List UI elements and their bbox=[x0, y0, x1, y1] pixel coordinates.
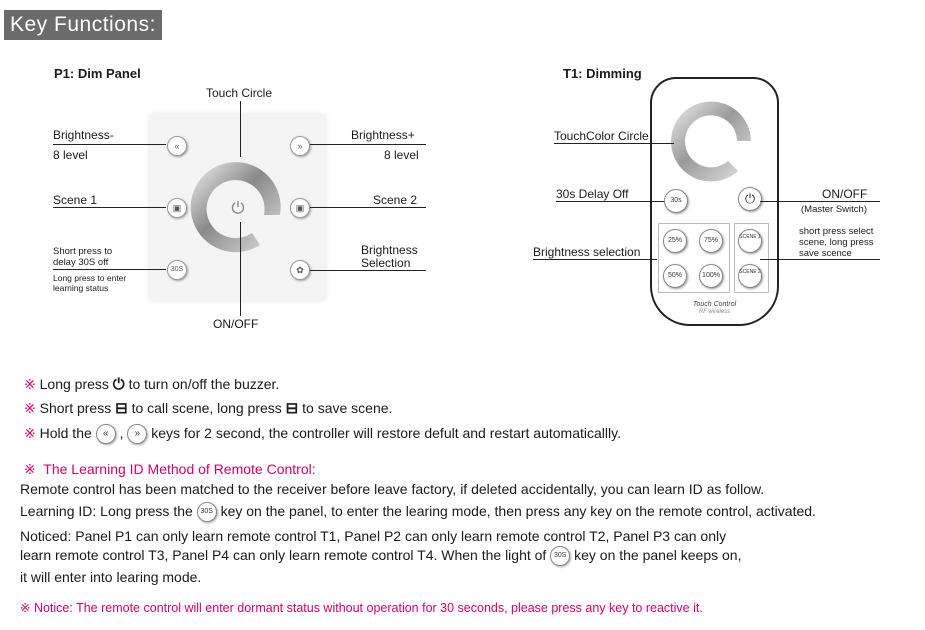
note-text: key on the panel keeps on, bbox=[574, 547, 742, 563]
note-text: , bbox=[119, 425, 124, 441]
brightness-minus-label: Brightness- bbox=[53, 128, 114, 142]
section-title: Key Functions: bbox=[4, 10, 162, 40]
power-icon[interactable] bbox=[230, 199, 246, 215]
note-mark: ※ bbox=[24, 461, 36, 477]
remote-brand-2: RF wireless bbox=[698, 309, 731, 315]
learning-para-3: Noticed: Panel P1 can only learn remote control T1, Panel P2 can only learn remote control T2, Panel P3 can only bbox=[20, 528, 727, 544]
t1-title: T1: Dimming bbox=[563, 66, 642, 81]
remote-25-button[interactable]: 25% bbox=[663, 229, 687, 253]
note-text: Long press bbox=[39, 376, 109, 392]
remote-50-button[interactable]: 50% bbox=[663, 264, 687, 288]
delay-30s-key[interactable]: 30S bbox=[167, 260, 187, 280]
touch-circle-label: Touch Circle bbox=[206, 86, 273, 100]
brightness-selection-t1-label: Brightness selection bbox=[533, 245, 641, 259]
key-30s-icon: 30S bbox=[550, 546, 570, 566]
scene-icon: ⊟ bbox=[285, 400, 299, 418]
brightness-plus-label: Brightness+ bbox=[351, 128, 415, 142]
leader-line bbox=[760, 201, 880, 202]
note-text: keys for 2 second, the controller will restore defult and restart automaticallly. bbox=[151, 425, 621, 441]
leader-line bbox=[53, 207, 166, 208]
note-text: key on the panel, to enter the learing mode, then press any key on the remote control, activated. bbox=[220, 503, 816, 519]
note-line-2 bbox=[24, 399, 392, 418]
scene-note-3: save scence bbox=[799, 248, 852, 259]
note-mark: ※ bbox=[24, 400, 36, 416]
brightness-selection-label-1: Brightness bbox=[361, 243, 418, 257]
note-text: to save scene. bbox=[302, 400, 393, 416]
long-press-label-2: learning status bbox=[53, 283, 109, 293]
remote-30s-button[interactable]: 30s bbox=[664, 189, 688, 213]
note-line-1 bbox=[24, 375, 279, 394]
leader-line bbox=[53, 269, 166, 270]
touch-color-ring bbox=[668, 97, 758, 187]
remote-power-button[interactable]: ⏻ bbox=[738, 187, 762, 211]
p1-title: P1: Dim Panel bbox=[54, 66, 141, 81]
scene2-label: Scene 2 bbox=[373, 193, 418, 207]
leader-line bbox=[53, 144, 166, 145]
short-press-label-2: delay 30S off bbox=[53, 257, 109, 268]
note-text: learn remote control T3, Panel P4 can only learn remote control T4. When the light of bbox=[20, 547, 547, 563]
note-mark: ※ bbox=[24, 376, 36, 392]
learning-para-4 bbox=[20, 546, 741, 566]
remote-scene1-button[interactable]: SCENE 1 bbox=[738, 229, 762, 253]
master-switch-label: (Master Switch) bbox=[801, 204, 867, 215]
chevron-right-icon: » bbox=[127, 424, 147, 444]
scene-icon: ⊟ bbox=[115, 400, 128, 418]
scene1-label: Scene 1 bbox=[53, 193, 98, 207]
t1-onoff-label: ON/OFF bbox=[822, 187, 868, 201]
remote-scene2-button[interactable]: SCENE 2 bbox=[738, 264, 762, 288]
leader-line bbox=[310, 270, 426, 271]
note-text: Learning ID: Long press the bbox=[20, 503, 193, 519]
scene2-key[interactable]: ▣ bbox=[290, 198, 310, 218]
leader-line bbox=[240, 101, 241, 157]
remote-100-button[interactable]: 100% bbox=[699, 264, 723, 288]
remote-75-button[interactable]: 75% bbox=[699, 229, 723, 253]
long-press-label-1: Long press to enter bbox=[53, 273, 127, 283]
scene-note-2: scene, long press bbox=[799, 237, 874, 248]
touch-color-circle-label: TouchColor Circle bbox=[554, 129, 649, 143]
chevron-left-icon: « bbox=[96, 424, 116, 444]
leader-line bbox=[310, 207, 426, 208]
remote-brand-1: Touch Control bbox=[692, 301, 737, 308]
short-press-label-1: Short press to bbox=[53, 246, 113, 257]
note-text: to turn on/off the buzzer. bbox=[128, 376, 280, 392]
brightness-selection-key[interactable]: ✿ bbox=[290, 260, 310, 280]
note-text: Hold the bbox=[39, 425, 92, 441]
learning-para-5: it will enter into learing mode. bbox=[20, 569, 202, 585]
note-text: to call scene, long press bbox=[131, 400, 282, 416]
leader-line bbox=[310, 144, 426, 145]
dim-panel-image bbox=[150, 115, 325, 300]
delay-off-label: 30s Delay Off bbox=[556, 187, 629, 201]
learning-para-1: Remote control has been matched to the receiver before leave factory, if deleted accidentally, you can learn ID as follow. bbox=[20, 481, 765, 497]
note-line-3 bbox=[24, 424, 621, 444]
scene-note-1: short press select bbox=[799, 226, 874, 237]
note-mark: ※ bbox=[24, 425, 36, 441]
leader-line bbox=[554, 143, 674, 144]
dormant-notice: ※ Notice: The remote control will enter dormant status without operation for 30 seconds, please press any key to reactive it. bbox=[20, 601, 703, 615]
key-30s-icon: 30S bbox=[197, 502, 217, 522]
leader-line bbox=[760, 259, 880, 260]
brightness-down-key[interactable]: « bbox=[167, 136, 187, 156]
leader-line bbox=[240, 222, 241, 316]
onoff-label: ON/OFF bbox=[213, 317, 259, 331]
leader-line bbox=[556, 201, 664, 202]
note-text: Short press bbox=[39, 400, 112, 416]
level-left-label: 8 level bbox=[53, 148, 88, 162]
learning-para-2 bbox=[20, 502, 816, 522]
learning-title bbox=[24, 460, 316, 478]
leader-line bbox=[533, 259, 657, 260]
scene1-key[interactable]: ▣ bbox=[167, 198, 187, 218]
learning-title-text: The Learning ID Method of Remote Control: bbox=[43, 461, 316, 477]
level-right-label: 8 level bbox=[384, 148, 419, 162]
power-icon: ⏻ bbox=[112, 376, 125, 394]
brightness-up-key[interactable]: » bbox=[290, 136, 310, 156]
brightness-selection-label-2: Selection bbox=[361, 256, 411, 270]
